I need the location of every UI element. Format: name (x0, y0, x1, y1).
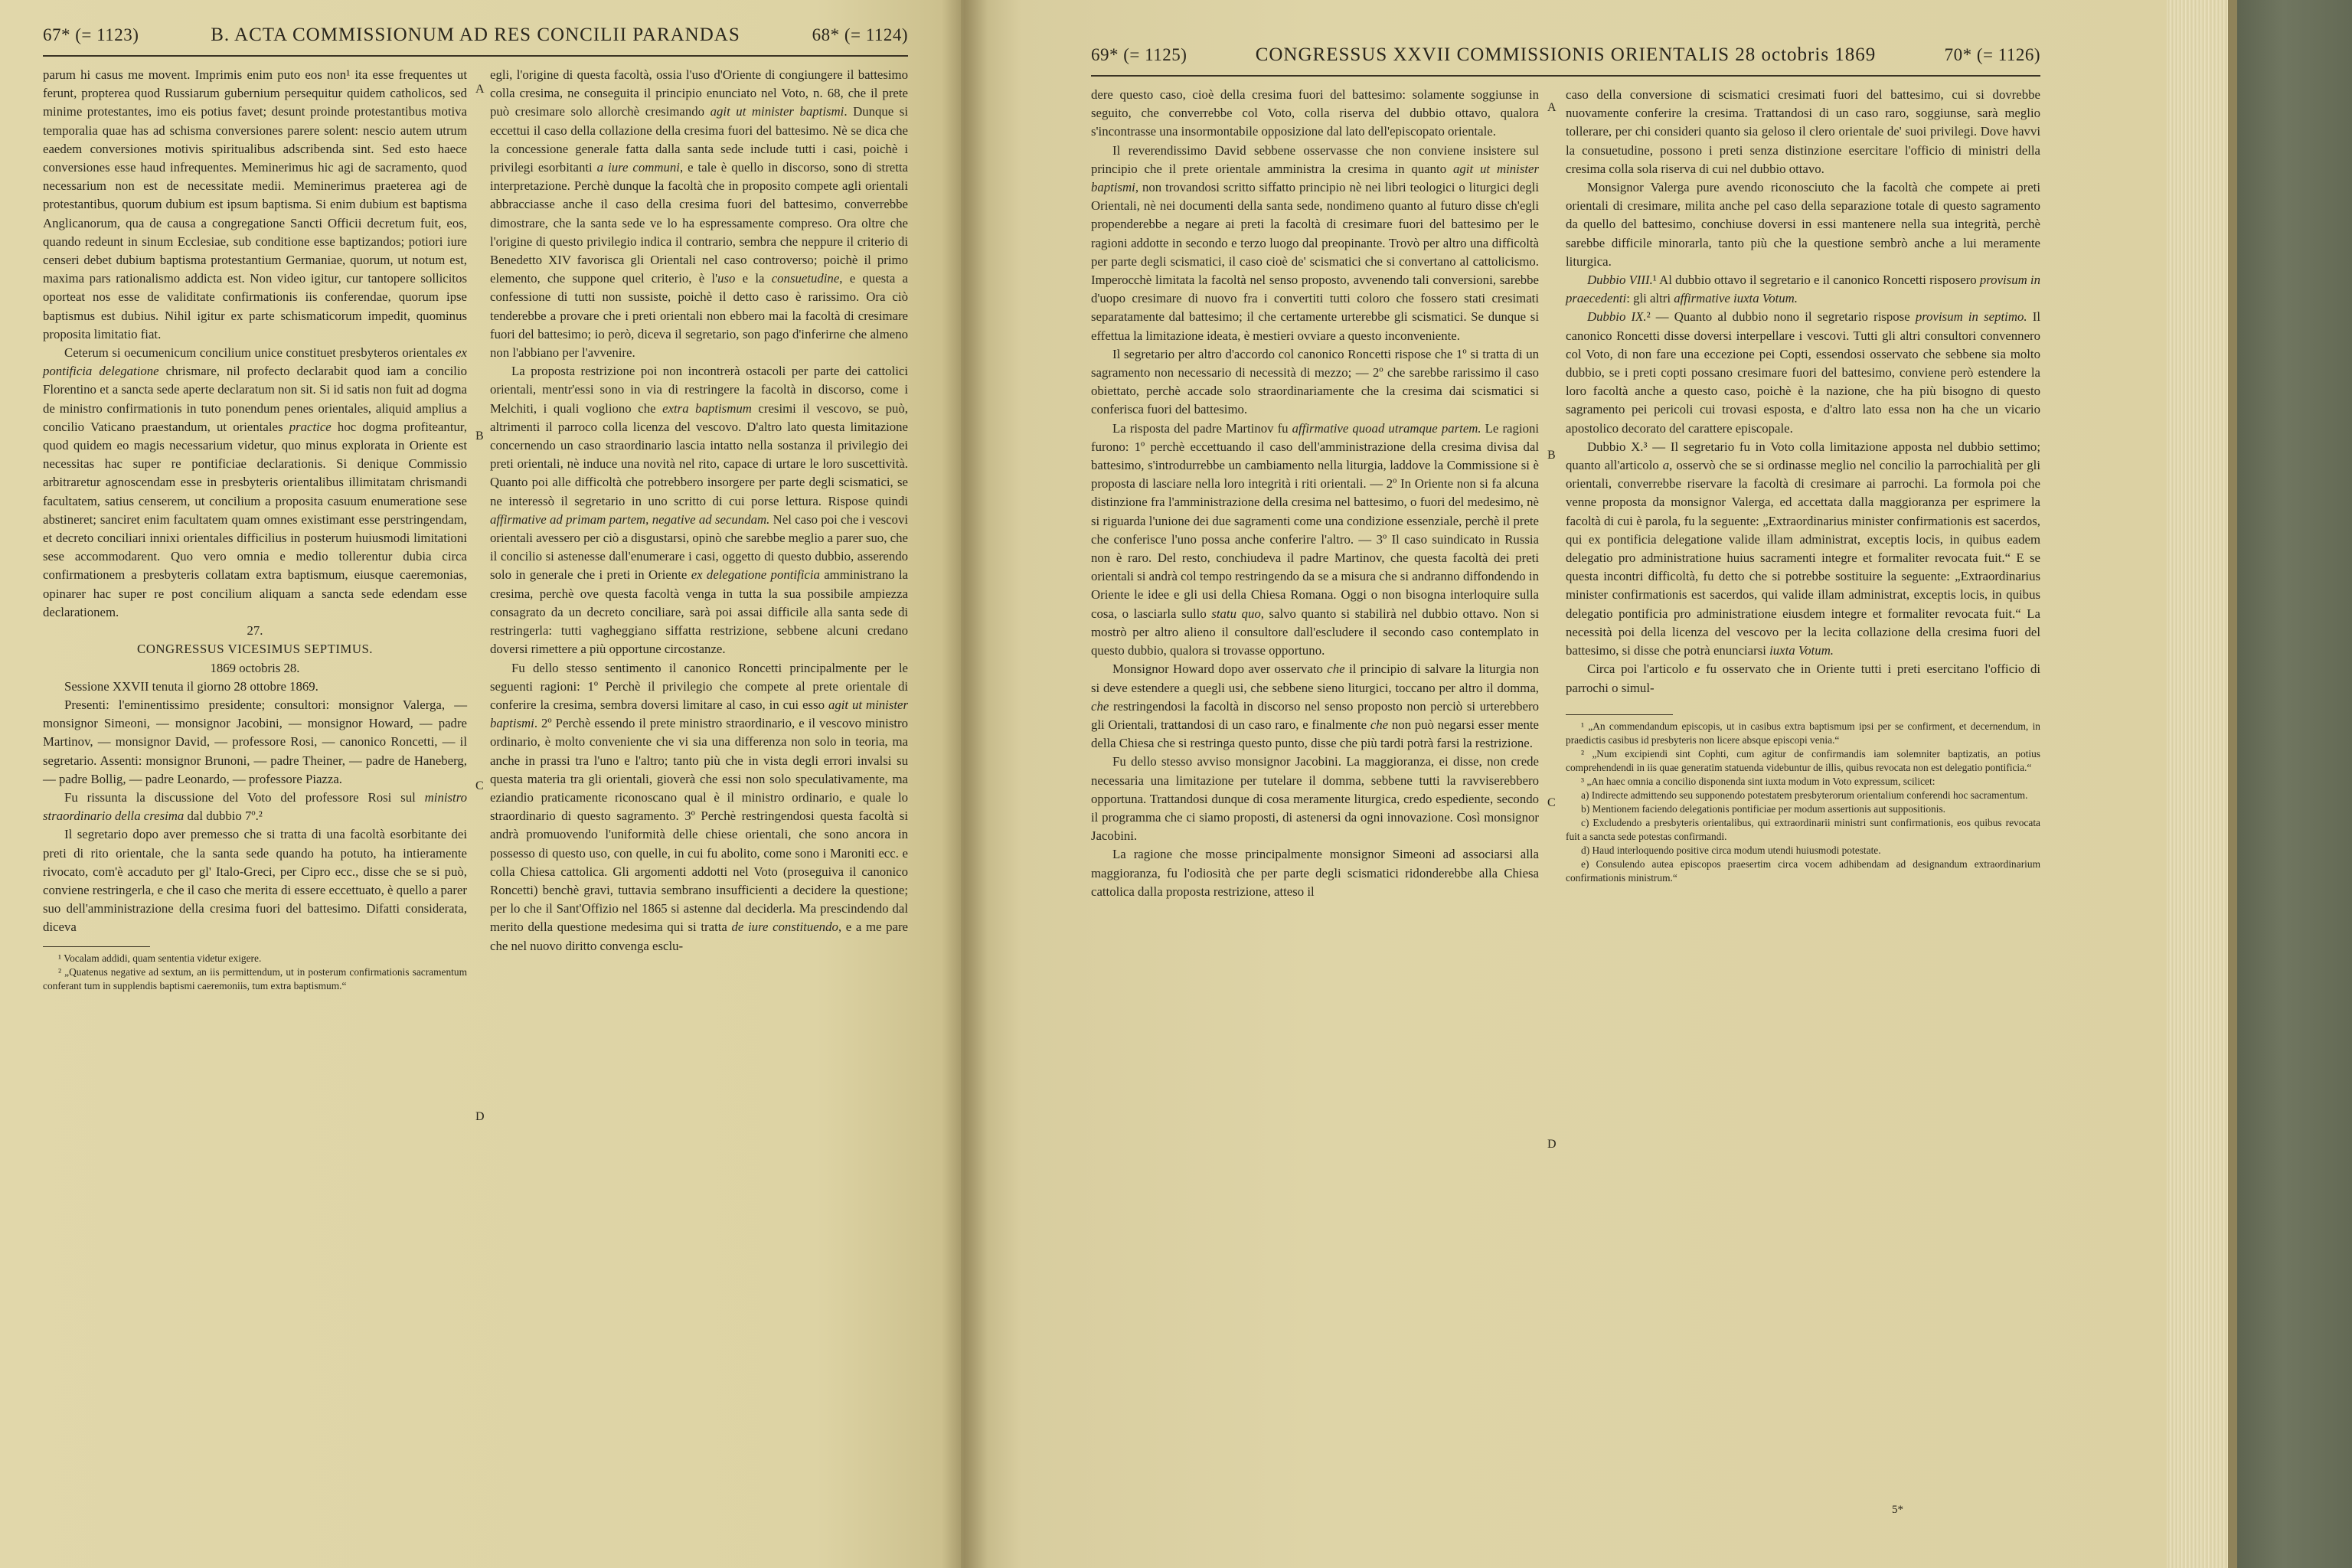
right-column-1 (1091, 86, 1539, 901)
page-block-edge (2167, 0, 2228, 1568)
page-number-right: 70* (= 1126) (1944, 45, 2040, 64)
paragraph: La proposta restrizione poi non incontrerà ostacoli per parte dei cattolici orientali, mentr'essi sono in via di restringere la facoltà in discorso, come i Melchiti, i quali vogliono che extra baptismum cresimi il vescovo, se può, altrimenti il parroco colla licenza del vescovo. D'altro lato questa limitazione concernendo un caso straordinario lascia intatto nella sostanza il privilegio dei preti orientali, nè induce una novità nel rito, capace di urtare le loro suscettività. Quanto poi alle difficoltà che potrebbero insorgere per parte degli scismatici, se ne interessò il segretario in uno scritto di cui porse lettura. Rispose quindi affirmative ad primam partem, negative ad secundam. Nel caso poi che i vescovi orientali avessero per ciò a disgustarsi, opinò che sarebbe meglio a parer suo, che il concilio si astenesse dall'enumerare i casi, oggetto di questo dubbio, asserendo solo in generale che i preti in Oriente ex delegatione pontificia amministrano la cresima, perchè ove questa facoltà venga in tutta la sua possibile ampiezza consagrato da un decreto conciliare, sarà poi assai difficile alla santa sede di restringerla: tutti vagheggiano siffatta restrizione, sebbene alcuni credano doversi rimettere a più opportune circostanze. (490, 364, 908, 657)
right-column-2 (1566, 86, 2040, 885)
footnote: a) Indirecte admittendo seu supponendo potestatem presbyterorum orientalium conferendi hoc sacramentum. (1581, 789, 2028, 801)
paragraph: Circa poi l'articolo e fu osservato che in Oriente tutti i preti esercitano l'officio di parrochi o simul- (1566, 662, 2040, 695)
head-rule (43, 55, 908, 57)
margin-letter-a: A (475, 83, 485, 96)
paragraph: caso della conversione di scismatici cresimati fuori del battesimo, cui si dovrebbe nuovamente conferire la cresima. Trattandosi di un caso raro, soggiunse, sarà meglio tollerare, per chi consideri quanto sia geloso il clero orientale de' suoi privilegi. Dove havvi la consuetudine, possono i preti senza distinzione esercitare l'officio di ministri della cresima colla sola riserva di cui nel dubbio ottavo. (1566, 87, 2040, 176)
section-number: 27. (247, 623, 263, 639)
left-page (0, 0, 961, 1568)
margin-letter-b: B (475, 430, 484, 443)
footnote: ² „Quatenus negative ad sextum, an iis permittendum, ut in posterum confirmationis sacramentum conferant tum in supplendis baptismi caeremoniis, tum extra baptismum.“ (43, 965, 467, 991)
footnote: ¹ Vocalam addidi, quam sententia videtur exigere. (58, 952, 262, 964)
margin-letter-c: C (475, 779, 484, 792)
paragraph: Dubbio VIII.¹ Al dubbio ottavo il segretario e il canonico Roncetti risposero provisum in praecedenti: gli altri affirmative iuxta Votum. (1566, 273, 2040, 306)
paragraph: Il segretario per altro d'accordo col canonico Roncetti rispose che 1º si tratta di un sagramento non necessario di necessità di mezzo; — 2º che sarebbe rarissimo il caso obiettato, perchè accade solo straordinariamente che la cresima dai scismatici si conferisca fuori del battesimo. (1091, 346, 1539, 417)
head-rule (1091, 75, 2040, 77)
paragraph: parum hi casus me movent. Imprimis enim puto eos non¹ ita esse frequentes ut ferunt, propterea quod Russiarum gubernium persequitur quidem catholicos, sed minime protestantes, imo eis potius favet; desunt proinde protestantibus motiva temporalia quae has ad schisma conversiones parere solent: nescio autem utrum eaedem conversiones motivis spiritualibus adscribenda sint. Sed esto haece conversiones esse haud infrequentes. Meminerimus hic agi de sacramento, quod necessarium non est de necessitate medii. Meminerimus praeterea agi de protestantibus, quorum dubium est ipsum baptisma. Si enim dubium est baptisma Anglicanorum, qua de causa a congregatione Sancti Officii decretum fuit, eos, quando redeunt in sinum Ecclesiae, sub conditione esse baptizandos; potiori iure censeri debet dubium baptisma protestantium Germaniae, quorum, ut notum est, maxima pars rationalismo addicta est. Non video igitur, cur tantopere sollicitos oporteat nos esse de validitate confirmationis iis conferendae, quorum ipse baptismus est dubius. Nihil igitur ex parte schismaticorum impedit, quominus proposita limitatio fiat. (43, 67, 467, 341)
left-column-2 (490, 66, 908, 956)
paragraph: Fu rissunta la discussione del Voto del professore Rosi sul ministro straordinario della cresima dal dubbio 7º.² (43, 789, 467, 824)
footnote-rule (1566, 714, 1673, 715)
page-number-left: 69* (= 1125) (1091, 45, 1187, 64)
footnote-rule (43, 946, 150, 947)
paragraph: egli, l'origine di questa facoltà, ossia l'uso d'Oriente di congiungere il battesimo colla cresima, ne conseguita il principio enunciato nel Voto, n. 68, che il prete può cresimare solo allorchè cresimando agit ut minister baptismi. Dunque si eccettui il caso della collazione della cresima fuori del battesimo. Nè se dica che la concessione generale fatta dalla santa sede include tutti i casi, poichè i privilegi esorbitanti a iure communi, e tale è quello in discorso, sono di stretta interpretazione. Perchè dunque la facoltà che in proposito compete agli orientali abbracciasse anche il caso della cresima fuori del battesimo, converrebbe dimostrare, che la santa sede ve lo ha espressamente compreso. Ora oltre che l'origine di questo privilegio indica il contrario, sembra che neppure il criterio di Benedetto XIV favorisca gli Orientali nel caso controverso; poichè il primo elemento, che suppone quel criterio, è l'uso e la consuetudine, e questa a confessione di tutti non sussiste, poichè il detto caso è rarissimo. Ora ciò tenderebbe a provare che i preti orientali non ebbero mai la facoltà di cresimare fuori del battesimo; io però, diceva il segretario, son pago d'inferirne che almeno non l'abbiano per l'avvenire. (490, 67, 908, 361)
paragraph: Fu dello stesso avviso monsignor Jacobini. La maggioranza, ei disse, non crede necessaria una limitazione per tutelare il domma, sebbene tutti la ravviserebbero opportuna. Trattandosi dunque di cosa meramente liturgica, credo espediente, secondo il programma che ci siamo proposti, di astenersi da ogni innovazione. Così monsignor Jacobini. (1091, 754, 1539, 844)
paragraph: Monsignor Howard dopo aver osservato che il principio di salvare la liturgia non si deve estendere a quegli usi, che sebbene sieno liturgici, toccano per altro il domma, che restringendosi la facoltà in discorso nel senso proposto non perciò si urterebbero gli Orientali, trattandosi di un caso raro, e finalmente che non può negarsi esser mente della Chiesa che si restringa questo punto, disse che più tardi potrà farsi la restrizione. (1091, 662, 1539, 751)
right-page (961, 0, 2167, 1568)
page-number-right: 68* (= 1124) (812, 25, 908, 44)
footnotes (1566, 720, 2040, 885)
margin-letter-d: D (475, 1110, 485, 1123)
paragraph: Fu dello stesso sentimento il canonico Roncetti principalmente per le seguenti ragioni: 1º Perchè il privilegio che compete al prete orientale di conferire la cresima, sembra doversi limitare al caso, in cui esso agit ut minister baptismi. 2º Perchè essendo il prete ministro straordinario, e il vescovo ministro ordinario, è molto conveniente che vi sia una differenza non solo in teoria, ma anche in prassi tra l'uno e l'altro; tanto più che in vista degli errori invalsi su questa materia tra gli orientali, gioverà che essi non solo speculativamente, ma eziandio praticamente riconoscano qual è il ministro ordinario, e quale lo straordinario di questo sagramento. 3º Perchè restringendosi questa facoltà si andrà promuovendo l'uniformità delle chiese orientali, che sono ancora in possesso di questo uso, con quelle, in cui fu abolito, come sono i Maroniti ecc. e colla Chiesa cattolica. Gli argomenti addotti nel Voto (proseguiva il canonico Roncetti) benchè gravi, tuttavia sembrano insufficienti a decidere la questione; per lo che il Sant'Offizio nel 1865 si astenne dal deciderla. Ma prescindendo dal merito della questione medesima qui si tratta de iure constituendo, e a me pare che nel nuovo diritto convenga esclu- (490, 660, 908, 953)
left-column-1 (43, 66, 467, 993)
paragraph: Ceterum si oecumenicum concilium unice constituet presbyteros orientales ex pontificia delegatione chrismare, nil profecto declarabit quod iam a concilio Florentino et a sancta sede aperte declaratum non sit. Si id satis non fuit ad dogma de ministro confirmationis in tuto ponendum penes orientales, aliquid amplius a concilio Vaticano praestandum, ut orientales practice hoc dogma profiteantur, quod quidem eo magis necessarium videtur, quo minus explorata in Oriente est necessitas hac super re pontificiae declarationis. Si denique Commissio arbitraretur agnoscendam esse in presbyteris orientalibus illimitatam chrismandi facultatem, satius censerem, ut concilium a proposita casuum enumeratione sese abstineret; sanciret enim facultatem quam omnes existimant esse perstringendam, et decreto conciliari innixi orientales difficilius in posterum huiusmodi limitationi sese accommodarent. Quo vero omnia e medio tollerentur dubia circa confirmationem a presbyteris collatam extra baptismum, eiusque caeremonias, opinarer hac super re post concilium aliquam a sancta sede edendam esse declarationem. (43, 345, 468, 619)
page-number-left: 67* (= 1123) (43, 25, 139, 44)
section-date: 1869 octobris 28. (210, 660, 300, 675)
paragraph: Sessione XXVII tenuta il giorno 28 ottobre 1869. (64, 678, 318, 694)
margin-letter-a: A (1547, 101, 1557, 114)
book-gutter (942, 0, 988, 1568)
running-title-left: B. ACTA COMMISSIONUM AD RES CONCILII PARANDAS (211, 24, 740, 45)
paragraph: Presenti: l'eminentissimo presidente; consultori: monsignor Valerga, — monsignor Simeoni, — monsignor Jacobini, — monsignor Howard, — padre Martinov, — monsignor David, — professore Rosi, — canonico Roncetti, — il segretario. Assenti: monsignor Brunoni, — padre Theiner, — padre de Haneberg, — padre Bollig, — padre Leonardo, — professore Piazza. (43, 697, 467, 786)
paragraph: Il segretario dopo aver premesso che si tratta di una facoltà esorbitante dei preti di rito orientale, che la santa sede quando ha potuto, ha intieramente rivocato, com'è accaduto per gl' Italo-Greci, per Cipro ecc., disse che se si può, conviene restringerla, e che il caso che merita di essere eccettuato, è quello a parer suo dell'amministrazione della cresima fuori del battesimo. Difatti considerata, diceva (43, 827, 467, 935)
cover-edge (2228, 0, 2237, 1568)
footnote: ³ „An haec omnia a concilio disponenda sint iuxta modum in Voto expressum, scilicet: (1581, 775, 1936, 787)
background-surface (2237, 0, 2352, 1568)
margin-letter-d: D (1547, 1138, 1557, 1151)
signature-mark: 5* (1892, 1504, 1903, 1516)
paragraph: Il reverendissimo David sebbene osservasse che non conviene insistere sul principio che il prete orientale amministra la cresima in quanto agit ut minister baptismi, non trovandosi scritto siffatto principio nè nei libri teologici o liturgici degli Orientali, nè nei documenti della santa sede, nondimeno quanto al futuro disse ch'egli propenderebbe a negare ai preti la facoltà di cresimare fuori del battesimo per le ragioni addotte in secondo e terzo luogo dal preopinante. Trovò per altro una difficoltà per parte degli scismatici, il caso cioè de' scismatici che si convertano al cattolicismo. Imperocchè limitata la facoltà nel senso proposto, avvenendo tali conversioni, sarebbe d'uopo cresimare di nuovo fra i convertiti tutti coloro che fossero stati cresimati separatamente dal battesimo; il che certamente urterebbe gli scismatici. Se dunque si effettua la limitazione ideata, è mestieri ovviare a questo inconveniente. (1091, 142, 1539, 343)
footnote: ² „Num excipiendi sint Cophti, cum agitur de confirmandis iam solemniter baptizatis, an potius comprehendendi in iis quae generatim statuenda videbuntur de illis, quibus revocata non est delegatio pontificia.“ (1566, 747, 2040, 773)
paragraph: dere questo caso, cioè della cresima fuori del battesimo: solamente soggiunse in seguito, che converrebbe col Voto, colla riserva del dubbio ottavo, qualora s'incontrasse una insormontabile opposizione dal lato dell'episcopato orientale. (1091, 87, 1539, 139)
footnote: b) Mentionem faciendo delegationis pontificiae per modum assertionis aut suppositionis. (1581, 802, 1946, 815)
margin-letter-c: C (1547, 796, 1556, 809)
footnote: e) Consulendo autea episcopos praesertim circa vocem adhibendam ad designandum extraordinarium confirmationis ministrum.“ (1566, 858, 2040, 884)
paragraph: La ragione che mosse principalmente monsignor Simeoni ad associarsi alla maggioranza, fu l'odiosità che per parte degli scismatici ridonderebbe alla Chiesa cattolica dalla proposta restrizione, atteso il (1091, 847, 1539, 899)
paragraph: Dubbio IX.² — Quanto al dubbio nono il segretario rispose provisum in septimo. Il canonico Roncetti disse doversi interpellare i vescovi. Tutti gli altri consultori convennero col Voto, di non fare una eccezione pei Copti, essendosi osservato che sebbene sia molto dubbio, se i preti copti possano cresimare fuori del battesimo, conviene però estendere la loro facoltà anche a questo caso, poichè è la nazione, che ha più bisogno di questo sagramento pei pericoli cui trovasi esposta, e d'altro lato essa non ha che un vicario apostolico decorato del carattere episcopale. (1566, 309, 2040, 436)
running-head-right-page (1091, 40, 2040, 70)
paragraph: Dubbio X.³ — Il segretario fu in Voto colla limitazione apposta nel dubbio settimo; quanto all'articolo a, osservò che se si ordinasse meglio nel concilio la parrochialità per gli orientali, converrebbe riservare la facoltà di cresimare ai parrochi. La formola poi che venne proposta da monsignor Valerga, ed accettata dalla maggioranza per esprimere la facoltà di cui è parola, fu la seguente: „Extraordinarius minister confirmationis est sacerdos, qui ex pontificia delegatione valide illam administrat, exceptis locis, in quibus eadem delegatio pro administratione huius sacramenti integre et formaliter revocata fuit.“ E se questa incontri difficoltà, fu detto che si potrebbe sostituire la seguente: „Extraordinarius minister confirmationis est sacerdos, qui valide illam administrat, exceptis locis, in quibus delegatio pontificia pro administratione eiusdem integre et formaliter revocata fuit.“ La necessità poi della licenza del vescovo per la lecita collazione della cresima fuori del battesimo, si disse che potrà enunciarsi iuxta Votum. (1566, 439, 2040, 658)
footnote: c) Excludendo a presbyteris orientalibus, qui extraordinarii ministri sunt confirmationis, eos quibus revocata fuit a sancta sede potestas confirmandi. (1566, 816, 2040, 842)
section-title: CONGRESSUS VICESIMUS SEPTIMUS. (137, 642, 373, 657)
footnote: ¹ „An commendandum episcopis, ut in casibus extra baptismum ipsi per se confirment, et decernendum, in praedictis casibus id presbyteris non licere absque episcopi venia.“ (1566, 720, 2040, 746)
running-title-right: CONGRESSUS XXVII COMMISSIONIS ORIENTALIS 28 octobris 1869 (1255, 44, 1877, 65)
paragraph: Monsignor Valerga pure avendo riconosciuto che la facoltà che compete ai preti orientali di cresimare, milita anche pel caso della separazione totale di questo sagramento da quello del battesimo, conchiuse doversi in essi mantenere nella sua integrità, perchè sarebbe difficile minorarla, tanto più che la questione sembrò anche a lui meramente liturgica. (1566, 180, 2040, 269)
margin-letter-b: B (1547, 449, 1556, 462)
paragraph: La risposta del padre Martinov fu affirmative quoad utramque partem. Le ragioni furono: 1º perchè eccettuando il caso dell'amministrazione della cresima divisa dal battesimo, s'introdurrebbe un cambiamento nella liturgia, laddove la Commissione si è proposta di lasciare nella loro integrità i riti orientali. — 2º In Oriente non si fa alcuna distinzione fra l'amministrazione della cresima nel battesimo, o fuori del medesimo, nè si riguarda l'unione dei due sagramenti come una condizione essenziale, perchè il prete che conferisce l'uno possa anche conferire l'altro. — 3º Il caso suindicato in Russia non è raro. Del resto, conchiudeva il padre Martinov, che questa facoltà dei preti orientali si andrà col tempo restringendo da se a misura che si andranno diffondendo in Oriente le idee e gli usi della Chiesa Romana. Oggi o non bisogna interloquire sulla cosa, o lasciarla sullo statu quo, salvo quanto si stabilirà nel dubbio ottavo. Non si mostrò per altro alieno il consultore dall'escludere il secondo caso contemplato in questo dubbio, qualora si trovasse opportuno. (1091, 420, 1540, 658)
running-head-left-page (43, 20, 908, 51)
footnote: d) Haud interloquendo positive circa modum utendi huiusmodi potestate. (1581, 844, 1881, 856)
footnotes (43, 952, 467, 993)
